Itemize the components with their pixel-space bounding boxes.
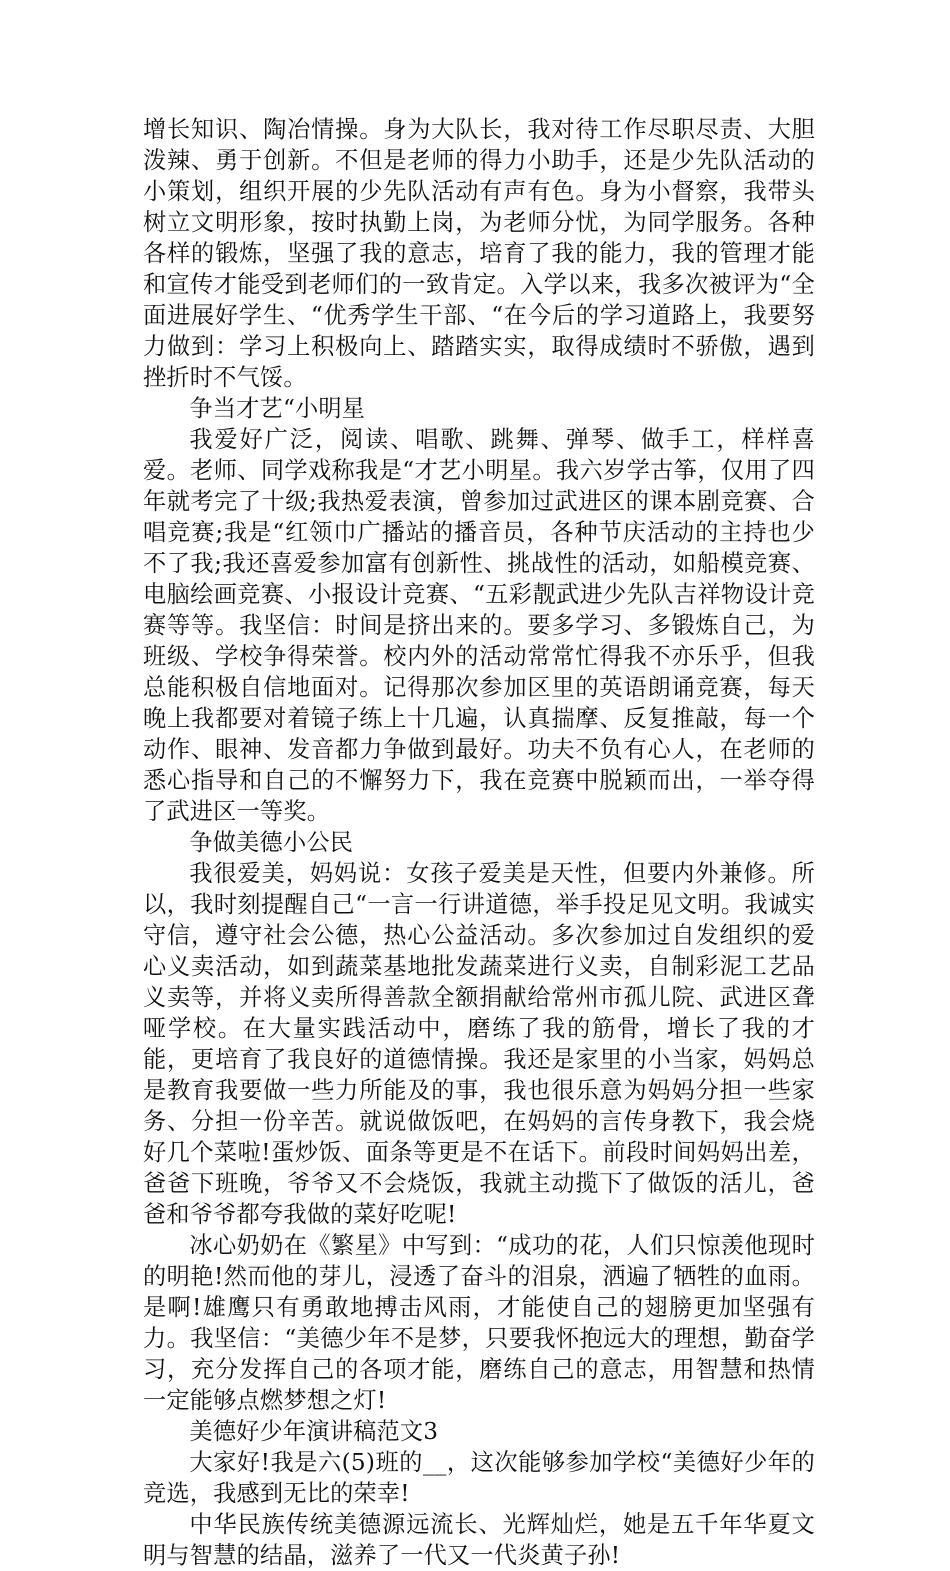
paragraph-talent: 我爱好广泛，阅读、唱歌、跳舞、弹琴、做手工，样样喜爱。老师、同学戏称我是“才艺小明星。我六岁学古筝，仅用了四年就考完了十级;我热爱表演，曾参加过武进区的课本剧竞赛、合唱竞赛;我是“红领巾广播站的播音员，各种节庆活动的主持也少不了我;我还喜爱参加富有创新性、挑战性的活动，如船模竞赛、电脑绘画竞赛、小报设计竞赛、“五彩靓武进少先队吉祥物设计竞赛等等。我坚信：时间是挤出来的。要多学习、多锻炼自己，为班级、学校争得荣誉。校内外的活动常常忙得我不亦乐乎，但我总能积极自信地面对。记得那次参加区里的英语朗诵竞赛，每天晚上我都要对着镜子练上十几遍，认真揣摩、反复推敲，每一个动作、眼神、发音都力争做到最好。功夫不负有心人，在老师的悉心指导和自己的不懈努力下，我在竞赛中脱颖而出，一举夺得了武进区一等奖。	[143, 426, 815, 825]
paragraph-greeting: 大家好!我是六(5)班的__，这次能够参加学校“美德好少年的竞选，我感到无比的荣幸!	[143, 1449, 815, 1507]
paragraph-leadership: 增长知识、陶冶情操。身为大队长，我对待工作尽职尽责、大胆泼辣、勇于创新。不但是老师的得力小助手，还是少先队活动的小策划，组织开展的少先队活动有声有色。身为小督察，我带头树立文明形象，按时执勤上岗，为老师分忧，为同学服务。各种各样的锻炼，坚强了我的意志，培育了我的能力，我的管理才能和宣传才能受到老师们的一致肯定。入学以来，我多次被评为“全面进展好学生、“优秀学生干部、“在今后的学习道路上，我要努力做到：学习上积极向上、踏踏实实，取得成绩时不骄傲，遇到挫折时不气馁。	[143, 116, 815, 391]
paragraph-tradition: 中华民族传统美德源远流长、光辉灿烂，她是五千年华夏文明与智慧的结晶，滋养了一代又一代炎黄子孙!	[143, 1511, 815, 1569]
section-heading-talent: 争当才艺“小明星	[189, 395, 366, 422]
paragraph-bingxin-quote: 冰心奶奶在《繁星》中写到：“成功的花，人们只惊羡他现时的明艳!然而他的芽儿，浸透了奋斗的泪泉，洒遍了牺牲的血雨。是啊!雄鹰只有勇敢地搏击风雨，才能使自己的翅膀更加坚强有力。我坚信：“美德少年不是梦，只要我怀抱远大的理想，勤奋学习，充分发挥自己的各项才能，磨练自己的意志，用智慧和热情一定能够点燃梦想之灯!	[143, 1232, 815, 1414]
section-heading-sample-3: 美德好少年演讲稿范文3	[189, 1418, 439, 1445]
document-body	[143, 114, 815, 1571]
paragraph-virtue: 我很爱美，妈妈说：女孩子爱美是天性，但要内外兼修。所以，我时刻提醒自己“一言一行讲道德，举手投足见文明。我诚实守信，遵守社会公德，热心公益活动。多次参加过自发组织的爱心义卖活动，如到蔬菜基地批发蔬菜进行义卖，自制彩泥工艺品义卖等，并将义卖所得善款全额捐献给常州市孤儿院、武进区聋哑学校。在大量实践活动中，磨练了我的筋骨，增长了我的才能，更培育了我良好的道德情操。我还是家里的小当家，妈妈总是教育我要做一些力所能及的事，我也很乐意为妈妈分担一些家务、分担一份辛苦。就说做饭吧，在妈妈的言传身教下，我会烧好几个菜啦!蛋炒饭、面条等更是不在话下。前段时间妈妈出差，爸爸下班晚，爷爷又不会烧饭，我就主动揽下了做饭的活儿，爸爸和爷爷都夸我做的菜好吃呢!	[143, 860, 815, 1228]
section-heading-virtue: 争做美德小公民	[189, 829, 354, 856]
